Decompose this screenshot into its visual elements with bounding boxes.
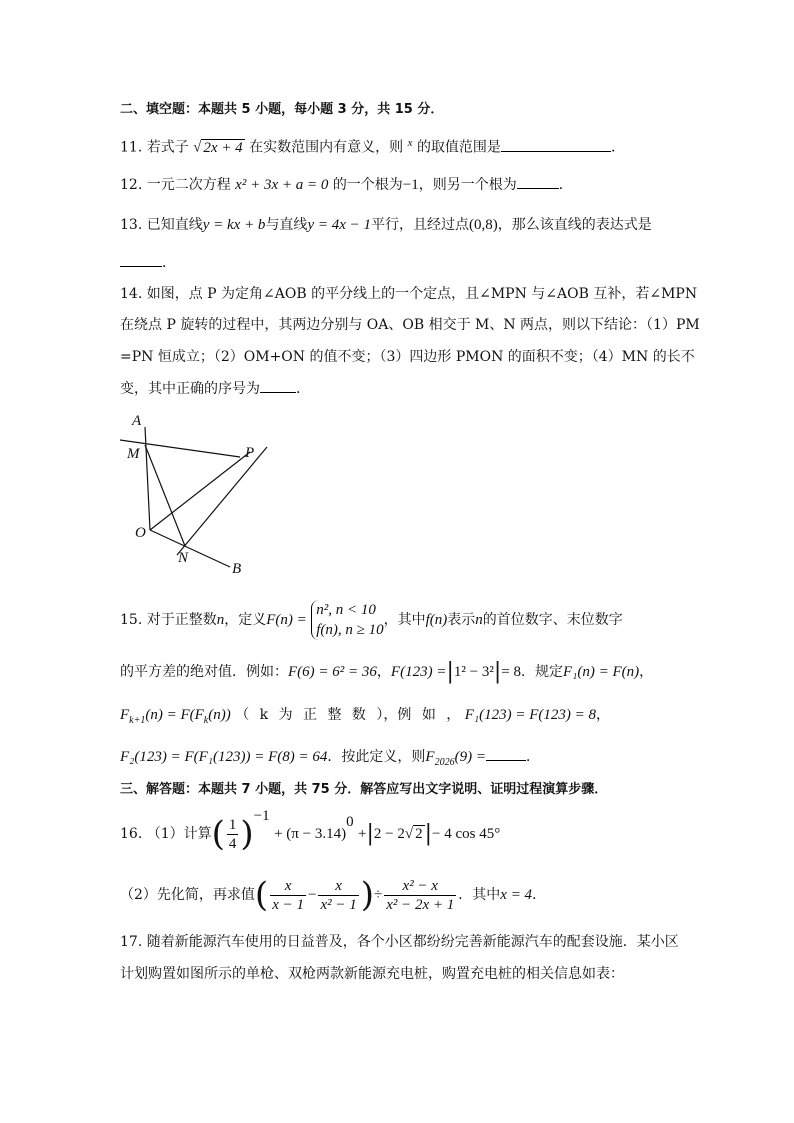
q16-number: 16.: [120, 826, 143, 842]
q15-comma: ，: [639, 664, 654, 680]
q15-number: 15.: [120, 612, 143, 628]
q14-period: ．: [296, 381, 310, 397]
q16-divide: ÷: [373, 887, 383, 903]
label-N: N: [178, 550, 189, 566]
q12-root: −1: [402, 177, 419, 193]
q15-piecewise: [311, 600, 383, 640]
q16-fraction-c: $\frac{\text{x² − x}}{\text{x² − 2x + 1}}$: [386, 877, 455, 913]
q15-line-3: [120, 705, 610, 725]
q13-text-4: ，那么该直线的表达式是: [497, 217, 652, 233]
q11-period: ．: [610, 139, 625, 156]
q16-plus: +: [358, 826, 367, 842]
q16-fraction-a: $\frac{x}{x - 1}$: [272, 877, 304, 913]
q15-comma-2: ，: [596, 707, 611, 723]
q16-part-1-label: （1）计算: [146, 826, 212, 842]
q16-term-3a: 2 − 2: [373, 826, 405, 842]
q11-text-1: 若式子: [146, 139, 189, 156]
section-2-title: 二、填空题：本题共 5 小题，每小题 3 分，共 15 分．: [120, 102, 444, 117]
q15-recursive-def: $F_{k+1}(n) = F(F_k(n))$: [120, 707, 231, 726]
ray-OA: [145, 427, 150, 530]
q13-text-1: 已知直线: [146, 217, 203, 233]
q14-text-4: 变，其中正确的序号为: [120, 381, 260, 397]
q13-line-2: y = 4x − 1: [307, 217, 371, 233]
q14-line-2: 在绕点 P 旋转的过程中，其两边分别与 OA、OB 相交于 M、N 两点，则以下结论：（1）PM: [120, 317, 700, 333]
q16-minus: −: [307, 887, 317, 903]
q12-text-3: ，则另一个根为: [418, 177, 517, 193]
q15-l2-text-b: ．规定: [520, 664, 563, 680]
q14-line-1: 14. 如图，点 P 为定角∠AOB 的平分线上的一个定点，且∠MPN 与∠AOB 互补，若∠MPN: [120, 286, 698, 302]
q14-line-3: =PN 恒成立；（2）OM+ON 的值不变；（3）四边形 PMON 的面积不变；（4）MN 的长不: [120, 349, 695, 365]
q15-text-4: 表示: [447, 612, 476, 628]
label-O: O: [135, 525, 146, 541]
q15-period: ．: [525, 749, 540, 765]
q11-text-3: 的取值范围是: [416, 139, 501, 156]
q15-example-1: F(6) = 6² = 36: [288, 664, 377, 680]
q16-period: ．: [532, 887, 547, 903]
q13-period: ．: [162, 255, 176, 271]
q15-example-2b: 1² − 3²: [453, 664, 494, 680]
q13-number: 13.: [120, 217, 143, 233]
q16-fraction-b: $\frac{x}{\text{x² − 1}}$: [320, 877, 357, 913]
q15-def-1: F₁(n) = F(n): [562, 664, 640, 680]
q15-l3-text: （ k 为 正 整 数 ），例 如 ，: [235, 707, 461, 723]
q16-exp-2: 0: [346, 814, 354, 830]
q11-text-2: 在实数范围内有意义，则: [249, 139, 404, 156]
q11-sqrt-expression: √ 2x + 4: [193, 139, 243, 156]
q15-f-n: f(n): [425, 612, 448, 628]
q15-l4-text: ．按此定义，则: [327, 749, 426, 765]
q15-answer-blank[interactable]: [486, 746, 526, 761]
q14-geometry-figure: [115, 405, 285, 580]
q15-case-1: n², n < 10: [316, 602, 376, 618]
q16-part-2: （2）先化简，再求值( $\frac{x}{x - 1}$ − $\frac{x}{\text{x² − 1}}$ )÷ $\frac{\text{x² − x}}{\text{x² − 2x + 1}}$ ．其中x = 4．: [120, 875, 547, 915]
q15-line-4: [120, 746, 540, 767]
q16-term-2: + (π − 3.14): [274, 826, 347, 842]
q12-equation: x² + 3x + a = 0: [235, 177, 329, 193]
q15-line-1: [120, 598, 623, 642]
q16-sqrt2: 2: [415, 826, 423, 842]
q15-l2-text: 的平方差的绝对值．例如：: [120, 664, 288, 680]
question-11: [120, 133, 625, 158]
ray-OB: [150, 530, 230, 567]
q14-answer-blank[interactable]: [260, 378, 296, 393]
q15-F-def: F(n) =: [266, 612, 307, 628]
segment-OP: [150, 452, 250, 530]
q15-example-3: F₁(123) = F(123) = 8: [464, 707, 597, 723]
label-P: P: [245, 445, 255, 461]
q11-variable: x: [407, 137, 413, 149]
q12-number: 12.: [120, 177, 143, 193]
q16-fraction-1-4: $\frac{1}{4}$: [228, 816, 237, 852]
q15-var-n-2: n: [475, 612, 483, 628]
question-12: [120, 174, 573, 195]
question-13: [120, 215, 652, 235]
q15-text-2: ，定义: [224, 612, 267, 628]
q16-part-2-label: （2）先化简，再求值: [120, 887, 255, 903]
q14-line-4: [120, 378, 310, 399]
label-B: B: [232, 561, 242, 577]
q15-question-expr: $F_{2026}(9)$ =: [425, 749, 486, 768]
q13-answer-blank[interactable]: [120, 252, 162, 267]
question-13-continued: [120, 252, 176, 273]
label-A: A: [132, 413, 142, 429]
q15-line-2: 的平方差的绝对值．例如：F(6) = 6² = 36，F(123) =|1² − 3²|= 8．规定F₁(n) = F(n)，: [120, 659, 654, 684]
q13-point: (0,8): [469, 217, 498, 233]
q12-answer-blank[interactable]: [517, 174, 559, 189]
q15-text-5: 的首位数字、末位数字: [482, 612, 623, 628]
q12-period: ．: [558, 177, 573, 193]
q16-tail: ．其中: [458, 887, 501, 903]
section-3-title: 三、解答题：本题共 7 小题，共 75 分．解答应写出文字说明、证明过程演算步骤．: [120, 782, 608, 797]
q16-term-4: − 4 cos 45°: [432, 826, 501, 842]
q17-line-1: 17. 随着新能源汽车使用的日益普及，各个小区都纷纷完善新能源汽车的配套设施．某小区: [120, 934, 679, 950]
q15-var-n: n: [216, 612, 225, 628]
q11-answer-blank[interactable]: [501, 137, 611, 152]
q12-text-1: 一元二次方程: [146, 177, 231, 193]
q16-exp-1: −1: [253, 808, 270, 824]
q15-case-2: f(n), n ≥ 10: [316, 622, 384, 638]
label-M: M: [127, 446, 140, 462]
q13-line-1: y = kx + b: [202, 217, 266, 233]
q11-number: 11.: [120, 139, 143, 156]
q15-sep: ，: [376, 664, 391, 680]
q15-example-2c: = 8: [501, 664, 521, 680]
q15-text-3: ，其中: [383, 612, 426, 628]
q13-text-2: 与直线: [265, 217, 308, 233]
q12-text-2: 的一个根为: [332, 177, 403, 193]
q15-example-2a: F(123) =: [390, 664, 447, 680]
q16-part-1: 16. （1）计算( $\frac{1}{4}$ )$^{-1} + (\pi - 3.14)^0 +|2 - 2√$ 2|− 4 cos 45°: [120, 808, 501, 854]
q15-example-4: F₂(123) = F(F₁(123)) = F(8) = 64: [120, 749, 328, 765]
q15-text-1: 对于正整数: [146, 612, 217, 628]
q17-line-2: 计划购置如图所示的单枪、双枪两款新能源充电桩，购置充电桩的相关信息如表：: [120, 966, 624, 982]
q16-x-value: x = 4: [500, 887, 533, 903]
line-PN: [177, 447, 267, 555]
q13-text-3: 平行，且经过点: [371, 217, 469, 233]
